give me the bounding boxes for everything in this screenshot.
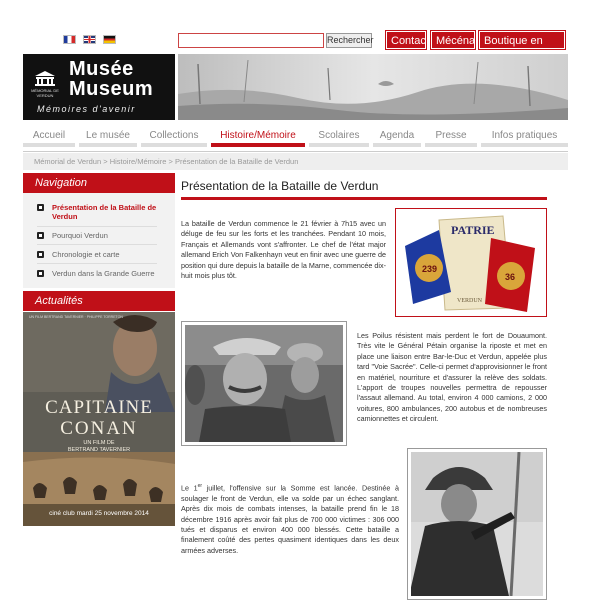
nav-item-scolaires[interactable]: Scolaires bbox=[309, 125, 369, 147]
bullet-icon bbox=[37, 251, 44, 258]
paragraph-intro: La bataille de Verdun commence le 21 février à 7h15 avec un déluge de feu sur les forts et les tranchées. Pendant 10 mois, Français et Allemands vont s'affronter. Le chef de l'état major allemand Erich Von Falkenhayn veut en finir avec une guerre de position qui dure depuis la bataille de la Marne, commencée dix-huit mois plus tôt. bbox=[181, 219, 386, 281]
mecenat-link[interactable]: Mécénat bbox=[431, 31, 475, 49]
nav-item-collections[interactable]: Collections bbox=[141, 125, 207, 147]
breadcrumb-section[interactable]: Histoire/Mémoire bbox=[109, 157, 167, 166]
breadcrumb-sep: > bbox=[103, 157, 108, 166]
bullet-icon bbox=[37, 232, 44, 239]
poster-caption: ciné club mardi 25 novembre 2014 bbox=[49, 510, 149, 517]
nav-item-accueil[interactable]: Accueil bbox=[23, 125, 75, 147]
breadcrumb bbox=[23, 153, 568, 170]
top-bar bbox=[0, 30, 600, 52]
memorial-building-icon bbox=[33, 70, 57, 86]
bullet-icon bbox=[37, 270, 44, 277]
insignia-239-text: 239 bbox=[422, 264, 438, 274]
search-input[interactable] bbox=[178, 33, 324, 48]
sidebar-item-label: Chronologie et carte bbox=[52, 250, 120, 259]
sidebar-item-presentation[interactable] bbox=[37, 203, 157, 227]
logo-tagline: Mémoires d'avenir bbox=[37, 104, 136, 114]
photo-insignia bbox=[395, 208, 547, 317]
logo-title-musee: Musée bbox=[69, 58, 134, 80]
nav-item-le-musee[interactable]: Le musée bbox=[79, 125, 137, 147]
sidebar-item-grande-guerre[interactable] bbox=[37, 269, 157, 283]
insignia-image-icon bbox=[399, 212, 543, 313]
site-logo[interactable] bbox=[23, 54, 175, 120]
bullet-icon bbox=[37, 204, 44, 211]
poilus-soldiers-image-icon bbox=[185, 325, 343, 442]
german-soldier-image-icon bbox=[411, 452, 543, 596]
sidebar-item-label: Présentation de la Bataille de Verdun bbox=[52, 203, 157, 221]
logo-title-museum: Museum bbox=[69, 78, 154, 100]
breadcrumb-current: Présentation de la Bataille de Verdun bbox=[174, 157, 299, 166]
flag-de-icon[interactable] bbox=[103, 35, 116, 44]
nav-item-presse[interactable]: Presse bbox=[425, 125, 477, 147]
p3-text: juillet, l'offensive sur la Somme est lancée. Destinée à soulager le front de Verdun, elle va solde par un échec sanglant. Après dix mois de combats intenses, la bataille prend fin le 18 décembre 1916 après avoir fait plus de 700 000 victimes : 306 000 tués et disparus et environ 400 000 blessés. Cette bataille a finalement coûté des pertes quasiment identiques dans les deux armées adverses. bbox=[181, 483, 399, 555]
sidebar-item-label: Pourquoi Verdun bbox=[52, 231, 108, 240]
breadcrumb-sep: > bbox=[168, 157, 173, 166]
sidebar-nav-list bbox=[23, 193, 175, 288]
sidebar-item-chronologie[interactable] bbox=[37, 250, 157, 264]
language-switcher bbox=[63, 35, 116, 44]
poster-top-text: UN FILM BERTRAND TAVERNIER · PHILIPPE TORRETON bbox=[29, 315, 123, 319]
battlefield-photo-icon bbox=[178, 54, 568, 120]
p3-prefix: Le 1 bbox=[181, 483, 198, 493]
poster-credit bbox=[23, 440, 175, 454]
boutique-link[interactable]: Boutique en bbox=[479, 31, 565, 49]
insignia-verdun-text: VERDUN bbox=[457, 298, 482, 304]
news-poster[interactable] bbox=[23, 312, 175, 526]
poster-credit-line1: UN FILM DE bbox=[83, 440, 115, 446]
nav-item-infos-pratiques[interactable]: Infos pratiques bbox=[481, 125, 568, 147]
contact-link[interactable]: Contact bbox=[386, 31, 426, 49]
sidebar-news-title: Actualités bbox=[23, 291, 175, 311]
paragraph-somme bbox=[181, 481, 399, 556]
page-title: Présentation de la Bataille de Verdun bbox=[181, 179, 547, 200]
photo-poilus bbox=[181, 321, 347, 446]
flag-uk-icon[interactable] bbox=[83, 35, 96, 44]
poster-credit-line2: BERTRAND TAVERNIER bbox=[67, 447, 131, 453]
nav-item-histoire-memoire[interactable]: Histoire/Mémoire bbox=[211, 125, 305, 147]
logo-small-text: MÉMORIAL DE VERDUN bbox=[31, 88, 59, 98]
paragraph-poilus: Les Poilus résistent mais perdent le fort de Douaumont. Très vite le Général Pétain organise la riposte et met en place une liaison entre Bar-le-Duc et Verdun, appelée plus tard "Voie Sacrée". Celle-ci permet d'approvisionner le front en matériel, nourriture et d'assurer la relève des soldats. L'apport de troupes nouvelles permettra de repousser l'assaut allemand. Au total, environ 4 000 camions, 2 000 voitures, 800 ambulances, 200 autobus et de nombreuses camionnettes et circulent. bbox=[357, 331, 547, 424]
p3-superscript: er bbox=[197, 483, 203, 489]
sidebar-item-label: Verdun dans la Grande Guerre bbox=[52, 269, 155, 278]
insignia-patrie-text: PATRIE bbox=[451, 223, 495, 237]
main-nav bbox=[23, 125, 568, 152]
breadcrumb-home[interactable]: Mémorial de Verdun bbox=[34, 157, 102, 166]
sidebar-item-pourquoi-verdun[interactable] bbox=[37, 231, 157, 245]
search-button[interactable]: Rechercher bbox=[326, 33, 372, 48]
flag-fr-icon[interactable] bbox=[63, 35, 76, 44]
photo-german-soldier bbox=[407, 448, 547, 600]
header-banner-image bbox=[178, 54, 568, 120]
poster-title-capitaine: CAPITAINE bbox=[45, 397, 153, 418]
sidebar-navigation-title: Navigation bbox=[23, 173, 175, 193]
poster-title-conan: CONAN bbox=[60, 418, 138, 439]
insignia-36-text: 36 bbox=[505, 272, 516, 282]
nav-item-agenda[interactable]: Agenda bbox=[373, 125, 421, 147]
